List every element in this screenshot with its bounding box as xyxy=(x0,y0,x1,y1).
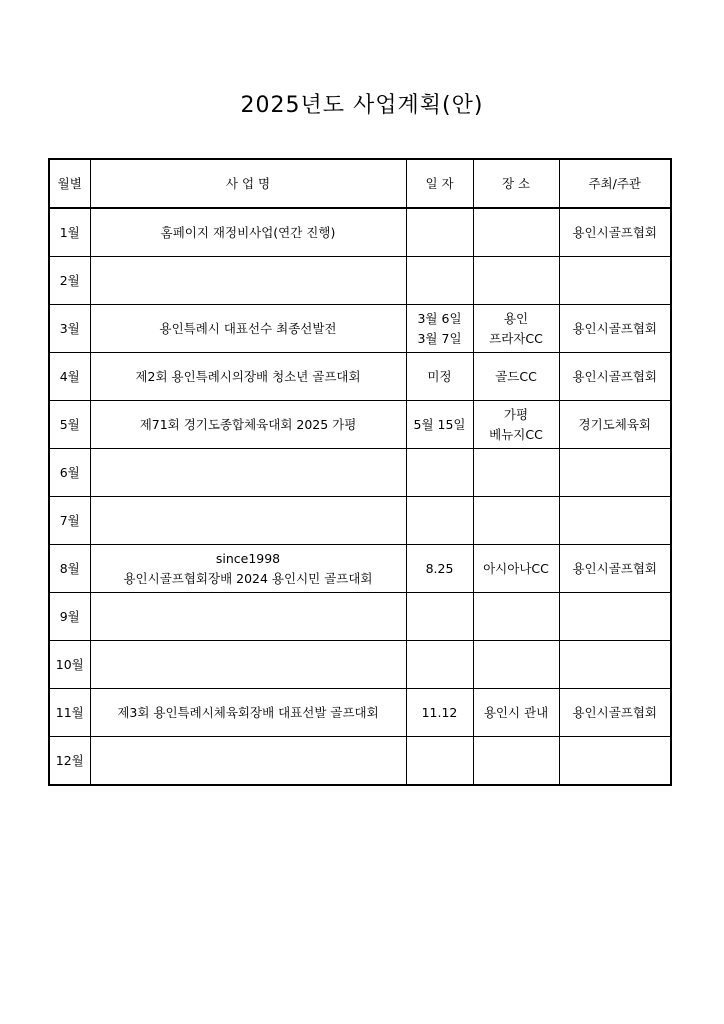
cell-place-line: 베뉴지CC xyxy=(489,426,543,442)
cell-name xyxy=(90,353,406,401)
cell-date xyxy=(406,593,473,641)
cell-host: 용인시골프협회 xyxy=(559,689,671,737)
cell-date xyxy=(406,545,473,593)
cell-host xyxy=(559,497,671,545)
cell-host xyxy=(559,449,671,497)
cell-month: 9월 xyxy=(49,593,90,641)
cell-host: 용인시골프협회 xyxy=(559,353,671,401)
cell-month: 10월 xyxy=(49,641,90,689)
cell-date-line: 3월 6일 xyxy=(417,310,462,326)
table-row xyxy=(49,305,671,353)
cell-name xyxy=(90,305,406,353)
cell-name xyxy=(90,593,406,641)
cell-month: 4월 xyxy=(49,353,90,401)
cell-date xyxy=(406,737,473,786)
table-row xyxy=(49,593,671,641)
cell-date xyxy=(406,257,473,305)
cell-date xyxy=(406,449,473,497)
cell-name-line: 제2회 용인특례시의장배 청소년 골프대회 xyxy=(135,368,361,384)
cell-name xyxy=(90,689,406,737)
cell-date xyxy=(406,208,473,257)
cell-month: 2월 xyxy=(49,257,90,305)
cell-place xyxy=(473,545,559,593)
cell-name xyxy=(90,497,406,545)
table-row xyxy=(49,401,671,449)
cell-place xyxy=(473,208,559,257)
cell-place xyxy=(473,689,559,737)
cell-host xyxy=(559,593,671,641)
cell-place-line: 골드CC xyxy=(495,368,537,384)
cell-place xyxy=(473,497,559,545)
cell-date xyxy=(406,497,473,545)
cell-name-line: since1998 xyxy=(215,550,281,566)
cell-name xyxy=(90,737,406,786)
cell-host: 용인시골프협회 xyxy=(559,545,671,593)
cell-place-line: 아시아나CC xyxy=(483,560,549,576)
cell-name xyxy=(90,401,406,449)
cell-date xyxy=(406,641,473,689)
cell-name-line: 용인특례시 대표선수 최종선발전 xyxy=(159,320,337,336)
cell-month: 1월 xyxy=(49,208,90,257)
header-date: 일 자 xyxy=(406,159,473,208)
page-title: 2025년도 사업계획(안) xyxy=(240,93,484,118)
table-row xyxy=(49,449,671,497)
cell-month: 7월 xyxy=(49,497,90,545)
cell-host: 용인시골프협회 xyxy=(559,208,671,257)
cell-place xyxy=(473,305,559,353)
header-name: 사 업 명 xyxy=(90,159,406,208)
cell-place xyxy=(473,353,559,401)
cell-place xyxy=(473,257,559,305)
cell-date-line: 11.12 xyxy=(421,704,458,720)
table-row xyxy=(49,641,671,689)
cell-month: 6월 xyxy=(49,449,90,497)
cell-place-line: 용인 xyxy=(503,310,529,326)
cell-date xyxy=(406,353,473,401)
table-row xyxy=(49,257,671,305)
cell-name-line: 제71회 경기도종합체육대회 2025 가평 xyxy=(139,416,357,432)
cell-name xyxy=(90,257,406,305)
table-row xyxy=(49,208,671,257)
cell-name xyxy=(90,545,406,593)
table-row xyxy=(49,353,671,401)
cell-date xyxy=(406,401,473,449)
cell-place-line: 가평 xyxy=(503,406,529,422)
cell-month: 8월 xyxy=(49,545,90,593)
table-row xyxy=(49,545,671,593)
cell-name xyxy=(90,641,406,689)
cell-name-line: 제3회 용인특례시체육회장배 대표선발 골프대회 xyxy=(117,704,379,720)
table-header-row xyxy=(49,159,671,208)
table-row xyxy=(49,737,671,786)
cell-name-line: 용인시골프협회장배 2024 용인시민 골프대회 xyxy=(123,570,373,586)
cell-place xyxy=(473,593,559,641)
cell-name xyxy=(90,449,406,497)
cell-host xyxy=(559,737,671,786)
cell-place xyxy=(473,401,559,449)
cell-date-line: 8.25 xyxy=(425,560,454,576)
cell-name-line: 홈페이지 재정비사업(연간 진행) xyxy=(160,224,336,240)
business-plan-table xyxy=(48,158,672,786)
table-row xyxy=(49,689,671,737)
header-month: 월별 xyxy=(49,159,90,208)
cell-place xyxy=(473,449,559,497)
cell-place xyxy=(473,737,559,786)
cell-place xyxy=(473,641,559,689)
cell-month: 11월 xyxy=(49,689,90,737)
cell-date xyxy=(406,305,473,353)
header-host: 주최/주관 xyxy=(559,159,671,208)
cell-host: 경기도체육회 xyxy=(559,401,671,449)
cell-place-line: 용인시 관내 xyxy=(483,704,549,720)
cell-month: 5월 xyxy=(49,401,90,449)
cell-host xyxy=(559,641,671,689)
cell-place-line: 프라자CC xyxy=(489,330,543,346)
cell-date xyxy=(406,689,473,737)
header-place: 장 소 xyxy=(473,159,559,208)
cell-host: 용인시골프협회 xyxy=(559,305,671,353)
cell-date-line: 3월 7일 xyxy=(417,330,462,346)
cell-month: 3월 xyxy=(49,305,90,353)
cell-date-line: 5월 15일 xyxy=(413,416,466,432)
table-row xyxy=(49,497,671,545)
cell-date-line: 미정 xyxy=(427,368,452,384)
cell-host xyxy=(559,257,671,305)
cell-month: 12월 xyxy=(49,737,90,786)
table-body xyxy=(49,208,671,785)
cell-name xyxy=(90,208,406,257)
